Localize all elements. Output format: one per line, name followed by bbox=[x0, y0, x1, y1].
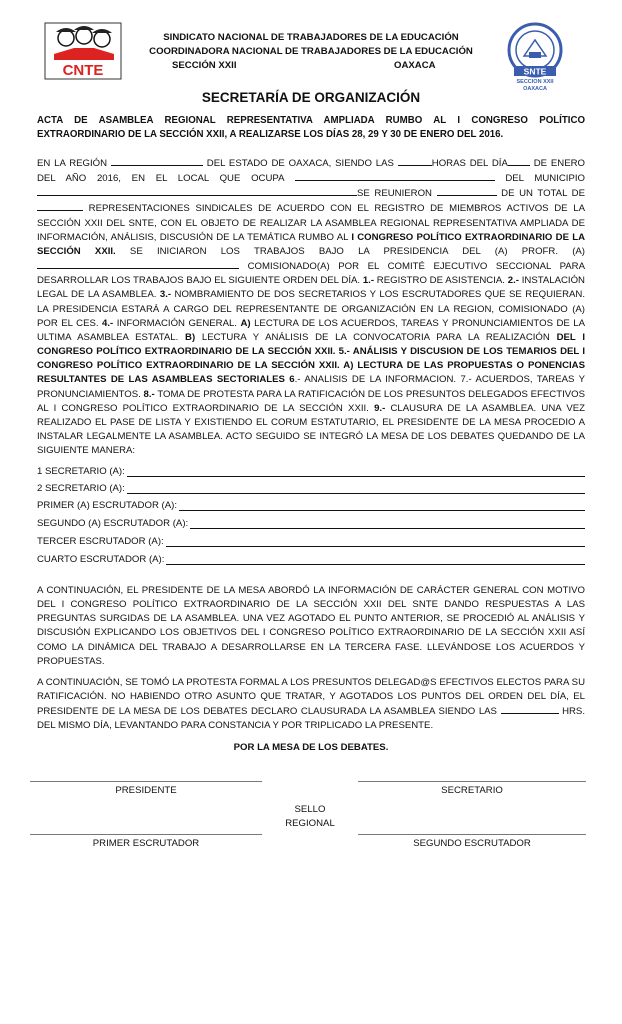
coordinator-name: COORDINADORA NACIONAL DE TRABAJADORES DE LA EDUCACIÓN bbox=[149, 46, 473, 57]
text: 3.- bbox=[159, 289, 172, 301]
field-secretario-1 bbox=[37, 461, 585, 477]
field-label: CUARTO ESCRUTADOR (A): bbox=[37, 554, 165, 565]
paragraph-2: A CONTINUACIÓN, EL PRESIDENTE DE LA MESA ABORDÓ LA INFORMACIÓN DE CARÁCTER GENERAL CON MOTIVO DEL I CONGRESO POLÍTICO EXTRAORDINARIO DE LA SECCIÓN XXII DEL SNTE DANDO RESPUESTAS A LAS PREGUNTAS SURGIDAS DE LA ASAMBLEA. UNA VEZ AGOTADO EL PUNTO ANTERIOR, SE PROCEDIÓ AL ANÁLISIS Y DISCUSIÓN EXPLICANDO LOS OBJETIVOS DEL I CONGRESO POLÍTICO EXTRAORDINARIO DE LA SECCIÓN XXII ASÍ COMO LA DINÁMICA DEL TRABAJO A DESARROLLARSE EN LA TERCERA FASE. LLEVÁNDOSE LOS ACUERDOS Y PROPUESTAS. bbox=[37, 585, 585, 667]
text: A CONTINUACIÓN, SE TOMÓ LA PROTESTA FORMAL A LOS PRESUNTOS DELEGAD@S EFECTIVOS ELECTOS PARA SU RATIFICACIÓN. NO HABIENDO OTRO ASUNTO QUE TRATAR, Y AGOTADOS LOS PUNTOS DEL ORDEN DEL DÍA, EL PRESIDENTE DE LA MESA DE LOS DEBATES DECLARO CLAUSURADA LA ASAMBLEA SIENDO LAS bbox=[37, 677, 585, 718]
field-line[interactable] bbox=[190, 518, 585, 529]
regional-label: REGIONAL bbox=[285, 818, 335, 829]
text: DE ENERO DEL AÑO 2016, EN EL LOCAL QUE OCUPA bbox=[37, 158, 586, 185]
text: HORAS DEL DÍA bbox=[431, 158, 508, 169]
field-line[interactable] bbox=[127, 466, 585, 477]
text: DEL ESTADO DE OAXACA, SIENDO LAS bbox=[202, 158, 398, 169]
text: 9.- bbox=[374, 402, 386, 414]
text: CLAUSURA DE LA ASAMBLEA. UNA VEZ REALIZADO EL PASE DE LISTA Y EXISTIENDO EL CORUM ESTATUTARIO, EL PRESIDENTE DE LA MESA PROCEDIO A INSTALAR LEGALMENTE LA ASAMBLEA. ACTO SEGUIDO SE INTEGRÓ LA MESA DE LOS DEBATES QUEDANDO DE LA SIGUIENTE MANERA: bbox=[37, 402, 586, 457]
text: DE UN TOTAL DE bbox=[496, 188, 585, 200]
presidente-label: PRESIDENTE bbox=[115, 785, 177, 796]
text: DEL MUNICIPIO bbox=[494, 173, 585, 185]
paragraph-3 bbox=[37, 676, 585, 734]
field-line[interactable] bbox=[127, 483, 585, 494]
reunieron-blank[interactable] bbox=[437, 186, 497, 196]
local-blank[interactable] bbox=[295, 171, 495, 181]
field-label: 2 SECRETARIO (A): bbox=[37, 483, 125, 494]
profr-blank[interactable] bbox=[37, 259, 239, 269]
segundo-escrutador-label: SEGUNDO ESCRUTADOR bbox=[413, 838, 531, 849]
union-name: SINDICATO NACIONAL DE TRABAJADORES DE LA EDUCACIÓN bbox=[163, 32, 459, 43]
closing-hour-blank[interactable] bbox=[501, 704, 559, 714]
text: A) bbox=[240, 317, 251, 329]
field-label: TERCER ESCRUTADOR (A): bbox=[37, 536, 164, 547]
svg-text:SECCION XXII: SECCION XXII bbox=[516, 79, 554, 85]
secretario-signature-line[interactable] bbox=[358, 781, 586, 782]
region-blank[interactable] bbox=[111, 156, 203, 166]
field-segundo-escrutador bbox=[37, 513, 585, 529]
text: INSTALACIÓN LEGAL DE LA ASAMBLEA. bbox=[37, 275, 585, 301]
field-line[interactable] bbox=[179, 500, 585, 511]
acta-title: ACTA DE ASAMBLEA REGIONAL REPRESENTATIVA AMPLIADA RUMBO AL I CONGRESO POLÍTICO EXTRAORDINARIO DE LA SECCIÓN XXII, A REALIZARSE LOS DÍAS 28, 29 Y 30 DE ENERO DEL 2016. bbox=[37, 115, 585, 140]
text: COMISIONADO(A) POR EL COMITÉ EJECUTIVO SECCIONAL PARA DESARROLLAR LOS TRABAJOS BAJO EL SIGUIENTE ORDEN DEL DÍA. bbox=[37, 261, 585, 287]
field-line[interactable] bbox=[166, 536, 585, 547]
text: INFORMACIÓN GENERAL. bbox=[113, 317, 241, 329]
field-tercer-escrutador bbox=[37, 531, 585, 547]
text: 4.- bbox=[102, 317, 114, 329]
text: NOMBRAMIENTO DE DOS SECRETARIOS Y LOS ESCRUTADORES QUE SE REQUIERAN. LA PRESIDENCIA ESTARÁ A CARGO DEL REPRESENTANTE DE ORGANIZACIÓN EN LA REGION, COMISIONADO (A) POR EL CES. bbox=[37, 289, 585, 329]
svg-text:SNTE: SNTE bbox=[523, 66, 547, 77]
text: REPRESENTACIONES SINDICALES DE ACUERDO CON EL REGISTRO DE MIEMBROS ACTIVOS DE LA SECCIÓN XXII DEL SNTE, CON EL OBJETO DE REALIZAR LA ASAMBLEA REGIONAL REPRESENTATIVA AMPLIADA DE INFORMACIÓN, ANÁLISIS, DISCUSIÓN DE LA TEMÁTICA RUMBO AL bbox=[37, 203, 585, 243]
text: DEL I CONGRESO POLÍTICO EXTRAORDINARIO DE LA SECCIÓN XXII. 5.- ANÁLISIS Y DISCUSION DE LOS TEMARIOS DEL I CONGRESO POLÍTICO EXTRAORDINARIO DE LA SECCIÓN XXII. A) LECTURA DE LAS PROPUESTAS O PONENCIAS RESULTANTES DE LAS ASAMBLEAS SECTORIALES 6 bbox=[37, 331, 585, 386]
main-paragraph bbox=[37, 156, 585, 458]
text: EN LA REGIÓN bbox=[37, 158, 111, 169]
text: HRS. DEL MISMO DÍA, LEVANTANDO PARA CONSTANCIA Y POR TRIPLICADO LA PRESENTE. bbox=[37, 706, 585, 732]
svg-text:OAXACA: OAXACA bbox=[523, 86, 547, 92]
hour-blank[interactable] bbox=[398, 156, 432, 166]
text: 8.- bbox=[143, 388, 155, 400]
field-primer-escrutador bbox=[37, 495, 585, 511]
text: REGISTRO DE ASISTENCIA. bbox=[374, 275, 508, 287]
text: LECTURA Y ANÁLISIS DE LA CONVOCATORIA PARA LA REALIZACIÓN bbox=[195, 331, 557, 343]
text: TOMA DE PROTESTA PARA LA RATIFICACIÓN DE LOS PRESUNTOS DELEGADOS EFECTIVOS AL I CONGRESO POLÍTICO EXTRAORDINARIO DE LA SECCIÓN XXII. bbox=[37, 388, 585, 414]
primer-escrutador-signature-line[interactable] bbox=[30, 834, 262, 835]
text: 2.- bbox=[507, 275, 519, 287]
text: SE INICIARON LOS TRABAJOS BAJO LA PRESIDENCIA DEL (A) PROFR. (A) bbox=[115, 245, 585, 257]
municipio-blank[interactable] bbox=[37, 186, 357, 196]
location-label: OAXACA bbox=[394, 60, 436, 71]
text: I CONGRESO POLÍTICO EXTRAORDINARIO DE LA SECCIÓN XXII. bbox=[37, 231, 585, 257]
field-line[interactable] bbox=[166, 554, 585, 565]
day-blank[interactable] bbox=[508, 156, 530, 166]
field-label: PRIMER (A) ESCRUTADOR (A): bbox=[37, 500, 177, 511]
text: .- ANALISIS DE LA INFORMACION. 7.- ACUERDOS, TAREAS Y PRONUNCIAMIENTOS. bbox=[37, 374, 585, 400]
field-label: SEGUNDO (A) ESCRUTADOR (A): bbox=[37, 518, 189, 529]
text: 1.- bbox=[362, 275, 375, 287]
svg-text:CNTE: CNTE bbox=[62, 62, 104, 79]
text: SE REUNIERON bbox=[357, 188, 437, 200]
section-label: SECCIÓN XXII bbox=[172, 60, 237, 71]
field-label: 1 SECRETARIO (A): bbox=[37, 466, 125, 477]
text: B) bbox=[185, 331, 196, 343]
mesa-heading: POR LA MESA DE LOS DEBATES. bbox=[233, 742, 389, 753]
page-title: SECRETARÍA DE ORGANIZACIÓN bbox=[201, 90, 421, 105]
primer-escrutador-label: PRIMER ESCRUTADOR bbox=[92, 838, 200, 849]
text: LECTURA DE LOS ACUERDOS, TAREAS Y PRONUNCIAMIENTOS DE LA ULTIMA ASAMBLEA ESTATAL. bbox=[37, 317, 586, 343]
field-cuarto-escrutador bbox=[37, 549, 585, 565]
sello-label: SELLO bbox=[294, 804, 326, 815]
segundo-escrutador-signature-line[interactable] bbox=[358, 834, 586, 835]
field-secretario-2 bbox=[37, 478, 585, 494]
presidente-signature-line[interactable] bbox=[30, 781, 262, 782]
total-blank[interactable] bbox=[37, 201, 83, 211]
secretario-label: SECRETARIO bbox=[441, 785, 503, 796]
